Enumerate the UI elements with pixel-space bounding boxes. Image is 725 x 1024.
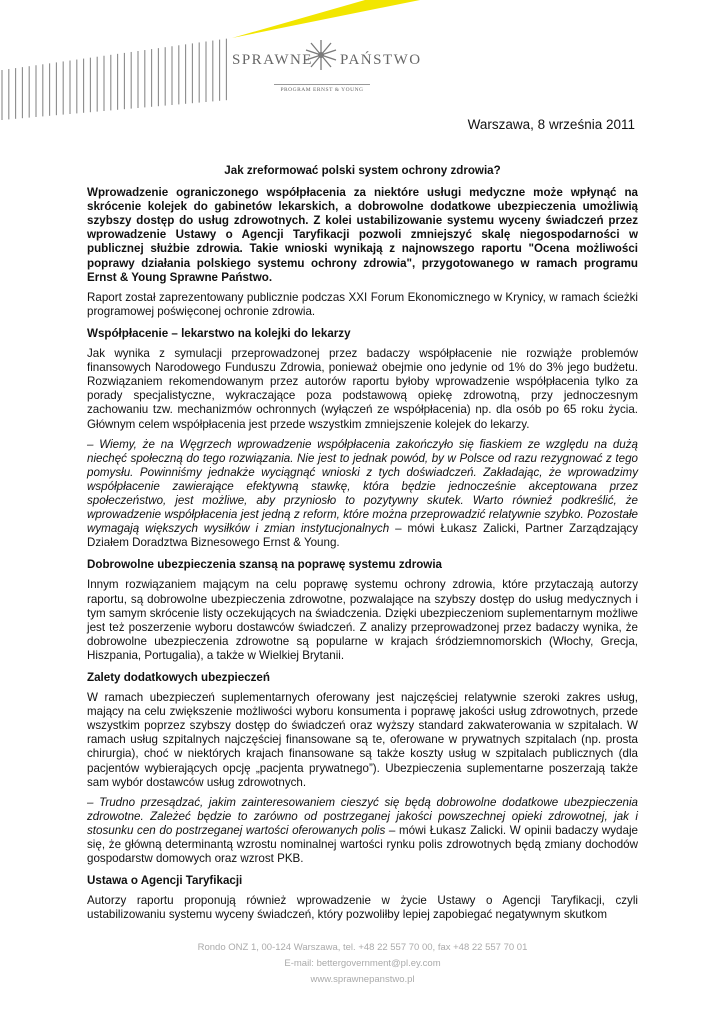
logo-divider bbox=[274, 84, 370, 85]
lead-paragraph: Wprowadzenie ograniczonego współpłacenia za niektóre usługi medyczne może wpłynąć na skrócenie kolejek do gabinetów lekarskich, a dobrowolne dodatkowe ubezpieczenia umożliwią szybszy dostęp do usług zdrowotnych. Z kolei ustabilizowanie systemu wyceny świadczeń przez wprowadzenie Ustawy o Agencji Taryfikacji pozwoli zmniejszyć skalę niegospodarności w publicznej służbie zdrowia. Takie wnioski wynikają z najnowszego raportu "Ocena możliwości poprawy działania polskiego systemu ochrony zdrowia", przygotowanego w ramach programu Ernst & Young Sprawne Państwo. bbox=[87, 186, 638, 284]
section-heading-tariff-agency: Ustawa o Agencji Taryfikacji bbox=[87, 874, 243, 888]
document-title: Jak zreformować polski system ochrony zdrowia? bbox=[224, 164, 501, 177]
section-heading-insurance-benefits: Zalety dodatkowych ubezpieczeń bbox=[87, 671, 270, 684]
document-date: Warszawa, 8 września 2011 bbox=[467, 117, 635, 132]
copayment-quote: – Wiemy, że na Węgrzech wprowadzenie współpłacenia zakończyło się fiaskiem ze względu na dużą niechęć społeczną do tego rozwiązania. Nie jest to jednak powód, by w Polsce od razu rezygnować z tego pomysłu. Powinniśmy jednakże wyciągnąć wnioski z tych doświadczeń. Zakładając, że wprowadzimy współpłacenie zawierające efektywną stawkę, która będzie jednocześnie akceptowana przez społeczeństwo, jest możliwe, aby przyniosło to pozytywny skutek. Warto równieź podkreślić, że wprowadzenie współpłacenia jest jedną z reform, które można przeprowadzić relatywnie szybko. Pozostałe wymagają większych wysiłków i zmian instytucjonalnych bbox=[87, 437, 638, 536]
copayment-attribution: – mówi Łukasz Zalicki, Partner Zarządzający Działem Doradztwa Biznesowego Ernst & Young. bbox=[87, 522, 638, 550]
footer-address: Rondo ONZ 1, 00-124 Warszawa, tel. +48 22 557 70 00, fax +48 22 557 70 01 bbox=[197, 942, 528, 953]
insurance-attribution: – mówi Łukasz Zalicki. W opinii badaczy wydaje się, że główną determinantą wzrostu nominalnej wartości rynku polis zdrowotnych będą zmiany dochodów gospodarstw domowych oraz wzrost PKB. bbox=[87, 823, 638, 866]
tariff-agency-paragraph: Autorzy raportu proponują również wprowadzenie w życie Ustawy o Agencji Taryfikacji, czyli ustabilizowaniu systemu wyceny świadczeń, który pozwoliłby lepiej zapobiegać negatywnym skutkom bbox=[87, 894, 638, 922]
intro-paragraph: Raport został zaprezentowany publicznie podczas XXI Forum Ekonomicznego w Krynicy, w ramach ścieżki programowej poświęconej ochronie zdrowia. bbox=[87, 290, 638, 318]
copayment-paragraph: Jak wynika z symulacji przeprowadzonej przez badaczy współpłacenie nie rozwiąże problemów finansowych Narodowego Funduszu Zdrowia, ponieważ obejmie ono jedynie od 1% do 3% jego budżetu. Rozwiązaniem rekomendowanym przez autorów raportu byłoby wprowadzenie współpłacenia tylko za porady specjalistyczne, wykraczające poza podstawową opiekę zdrowotną, przy jednoczesnym zachowaniu tzw. mechanizmów ochronnych (wyłączeń ze współpłacenia) np. dla osób po 65 roku życia. Głównym celem współpłacenia jest przede wszystkim zmniejszenie kolejek do lekarzy. bbox=[87, 347, 638, 431]
footer-website: www.sprawnepanstwo.pl bbox=[310, 974, 415, 985]
copayment-quote-paragraph bbox=[87, 438, 638, 551]
logo-word-sprawne: SPRAWNE bbox=[232, 52, 313, 68]
logo-word-panstwo: PAŃSTWO bbox=[340, 52, 422, 68]
insurance-quote: – Trudno przesądzać, jakim zainteresowaniem cieszyć się będą dobrowolne dodatkowe ubezpieczenia zdrowotne. Zależeć będzie to zarówno od postrzeganej jakości powszechnej opieki zdrowotnej, jak i stosunku cen do postrzeganej wartości oferowanych polis bbox=[87, 795, 638, 837]
document-body bbox=[87, 164, 638, 929]
logo-subtitle: PROGRAM ERNST & YOUNG bbox=[280, 87, 364, 93]
section-heading-copayment: Współpłacenie – lekarstwo na kolejki do lekarzy bbox=[87, 326, 351, 340]
footer-email: E-mail: bettergovernment@pl.ey.com bbox=[284, 958, 441, 969]
insurance-benefits-paragraph: W ramach ubezpieczeń suplementarnych oferowany jest najczęściej relatywnie szeroki zakres usług, mający na celu zwiększenie możliwości wyboru konsumenta i poprawę jakości usług zdrowotnych, przede wszystkim poprzez szybszy dostęp do świadczeń oraz wyższy standard zakwaterowania w szpitalach. W ramach usług szpitalnych najczęściej finansowane są te, oferowane w prywatnych szpitalach (np. prosta chirurgia), choć w niektórych krajach finansowane są także koszty usług w szpitalach publicznych (dla pacjentów wybierających opcję „pacjenta prywatnego”). Ubezpieczenia suplementarne poszerzają także sam wybór dostawców usług zdrowotnych. bbox=[87, 691, 638, 789]
sprawne-panstwo-logo bbox=[232, 38, 422, 98]
voluntary-insurance-paragraph: Innym rozwiązaniem mającym na celu poprawę systemu ochrony zdrowia, które przytaczają autorzy raportu, są dobrowolne ubezpieczenia zdrowotne, pozwalające na szybszy dostęp do usług medycznych i tym samym skrócenie listy oczekujących na świadczenia. Dzięki ubezpieczeniom suplementarnym możliwe jest też poszerzenie wyboru dostawców świadczeń. Z analizy przeprowadzonej przez badaczy wynika, że dobrowolne ubezpieczenia zdrowotne są popularne w krajach śródziemnomorskich (Włochy, Grecja, Hiszpania, Portugalia), a także w Wielkiej Brytanii. bbox=[87, 578, 638, 662]
page-footer bbox=[0, 940, 725, 988]
insurance-quote-paragraph bbox=[87, 796, 638, 866]
sunburst-emblem-icon bbox=[304, 38, 338, 72]
section-heading-voluntary-insurance: Dobrowolne ubezpieczenia szansą na poprawę systemu zdrowia bbox=[87, 558, 442, 572]
